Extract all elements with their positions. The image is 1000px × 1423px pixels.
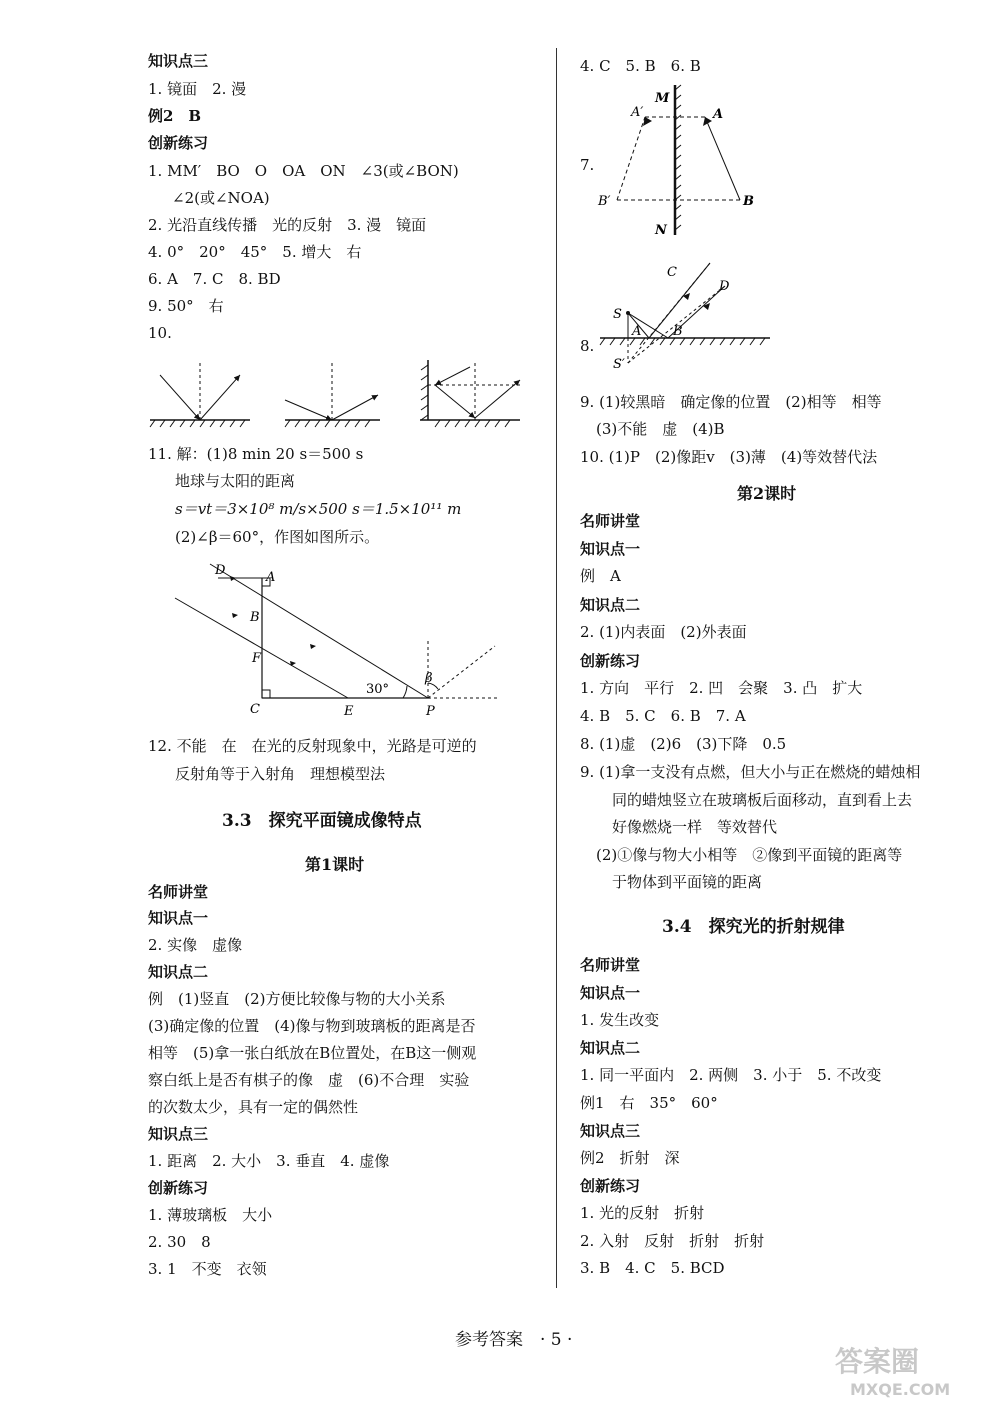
answer-line: 3. 1 不变 衣领 (148, 1260, 267, 1278)
answer-line: 1. MM′ BO O OA ON ∠3(或∠BON) (148, 162, 459, 180)
heading-zsd3b: 知识点三 (148, 1125, 209, 1143)
label-C: C (250, 702, 260, 717)
answer-line: 1. 距离 2. 大小 3. 垂直 4. 虚像 (148, 1152, 390, 1170)
label-B: B (250, 610, 260, 625)
label-D: D (719, 279, 730, 294)
heading-msjt: 名师讲堂 (580, 956, 641, 974)
heading-cxlx: 创新练习 (148, 134, 209, 152)
label-S: S (613, 307, 622, 322)
heading-msjt: 名师讲堂 (148, 883, 209, 901)
answer-line: 9. 50° 右 (148, 297, 224, 315)
answer-line: (3)确定像的位置 (4)像与物到玻璃板的距离是否 (148, 1017, 476, 1035)
answer-line: 1. 薄玻璃板 大小 (148, 1206, 273, 1224)
answer-line: 2. 光沿直线传播 光的反射 3. 漫 镜面 (148, 216, 427, 234)
answer-line: 例2 折射 深 (580, 1149, 680, 1167)
figure-11 (170, 558, 530, 718)
heading-msjt: 名师讲堂 (580, 512, 641, 530)
watermark-logo: 答案圈 (835, 1345, 920, 1378)
heading-zsd1: 知识点一 (580, 540, 641, 558)
label-angle: 30° (366, 682, 390, 697)
answer-line: 9. (1)拿一支没有点燃，但大小与正在燃烧的蜡烛相 (580, 763, 921, 781)
answer-line: ∠2(或∠NOA) (172, 189, 270, 207)
answer-line: 好像燃烧一样 等效替代 (612, 818, 778, 836)
section-title-3-4: 3.4 探究光的折射规律 (662, 917, 845, 937)
label-M: M (655, 91, 670, 106)
label-A: A (632, 324, 642, 339)
answer-line: 1. 光的反射 折射 (580, 1204, 705, 1222)
answer-line: 反射角等于入射角 理想模型法 (175, 765, 386, 783)
label-C: C (667, 265, 677, 280)
figure-7 (595, 80, 775, 240)
answer-line: 10. (148, 324, 172, 342)
page-footer: 参考答案 · 5 · (455, 1330, 573, 1350)
heading-cxlx: 创新练习 (148, 1179, 209, 1197)
heading-cxlx: 创新练习 (580, 1177, 641, 1195)
answer-line: 的次数太少，具有一定的偶然性 (148, 1098, 359, 1116)
answer-line: 10. (1)P (2)像距v (3)薄 (4)等效替代法 (580, 448, 878, 466)
answer-line: 2. 实像 虚像 (148, 936, 243, 954)
answer-line: 2. 30 8 (148, 1233, 211, 1251)
answer-line: 1. 镜面 2. 漫 (148, 80, 247, 98)
label-E: E (344, 704, 354, 719)
lesson-title-1: 第1课时 (305, 855, 365, 874)
heading-zsd2: 知识点二 (580, 1039, 641, 1057)
label-B: B (743, 194, 754, 209)
answer-line: 察白纸上是否有棋子的像 虚 (6)不合理 实验 (148, 1071, 470, 1089)
label-D: D (215, 563, 226, 578)
answer-line: 4. 0° 20° 45° 5. 增大 右 (148, 243, 362, 261)
heading-zsd2: 知识点二 (148, 963, 209, 981)
section-title-3-3: 3.3 探究平面镜成像特点 (222, 811, 422, 831)
example-line: 例2 B (148, 107, 202, 125)
heading-zsd3: 知识点三 (580, 1122, 641, 1140)
answer-line: 1. 发生改变 (580, 1011, 660, 1029)
heading-cxlx: 创新练习 (580, 652, 641, 670)
answer-line: 12. 不能 在 在光的反射现象中，光路是可逆的 (148, 737, 477, 755)
lesson-title-2: 第2课时 (737, 484, 797, 503)
answer-line: 地球与太阳的距离 (175, 472, 296, 490)
label-B: B (673, 324, 683, 339)
answer-line: 2. (1)内表面 (2)外表面 (580, 623, 747, 641)
label-F: F (252, 651, 262, 666)
column-divider (556, 48, 557, 1288)
label-A-prime: A′ (631, 105, 644, 120)
answer-line: 同的蜡烛竖立在玻璃板后面移动，直到看上去 (612, 791, 913, 809)
answer-line: 例1 右 35° 60° (580, 1094, 718, 1112)
watermark-url: MXQE.COM (850, 1380, 951, 1399)
answer-line: 1. 同一平面内 2. 两侧 3. 小于 5. 不改变 (580, 1066, 882, 1084)
answer-line: 9. (1)较黑暗 确定像的位置 (2)相等 相等 (580, 393, 882, 411)
heading-zsd3: 知识点三 (148, 52, 209, 70)
label-beta: β (425, 671, 433, 686)
label-N: N (655, 223, 667, 238)
answer-line: 3. B 4. C 5. BCD (580, 1259, 725, 1277)
answer-line: 例 (1)竖直 (2)方便比较像与物的大小关系 (148, 990, 446, 1008)
figure-10 (150, 355, 530, 435)
answer-line: 于物体到平面镜的距离 (612, 873, 763, 891)
answer-line: 8. (1)虚 (2)6 (3)下降 0.5 (580, 735, 787, 753)
answer-line: 相等 (5)拿一张白纸放在B位置处，在B这一侧观 (148, 1044, 477, 1062)
answer-line: 例 A (580, 567, 621, 585)
answer-line: 2. 入射 反射 折射 折射 (580, 1232, 765, 1250)
answer-line: 6. A 7. C 8. BD (148, 270, 281, 288)
answer-line: (2)∠β＝60°，作图如图所示。 (175, 528, 380, 546)
answer-line: 4. C 5. B 6. B (580, 57, 701, 75)
heading-zsd1: 知识点一 (148, 909, 209, 927)
answer-line: 4. B 5. C 6. B 7. A (580, 707, 746, 725)
answer-line: 11. 解：(1)8 min 20 s＝500 s (148, 445, 364, 463)
answer-line: (2)①像与物大小相等 ②像到平面镜的距离等 (596, 846, 903, 864)
heading-zsd2: 知识点二 (580, 596, 641, 614)
answer-line: 8. (580, 337, 595, 355)
answer-line: 7. (580, 156, 595, 174)
figure-8 (595, 258, 775, 378)
label-P: P (426, 704, 435, 719)
answer-line: (3)不能 虚 (4)B (596, 420, 725, 438)
answer-line: 1. 方向 平行 2. 凹 会聚 3. 凸 扩大 (580, 679, 863, 697)
formula-line: s＝vt＝3×10⁸ m/s×500 s＝1.5×10¹¹ m (175, 500, 462, 518)
heading-zsd1: 知识点一 (580, 984, 641, 1002)
label-A: A (713, 107, 724, 122)
label-S-prime: S′ (613, 357, 625, 372)
label-B-prime: B′ (598, 194, 611, 209)
label-A: A (266, 570, 276, 585)
